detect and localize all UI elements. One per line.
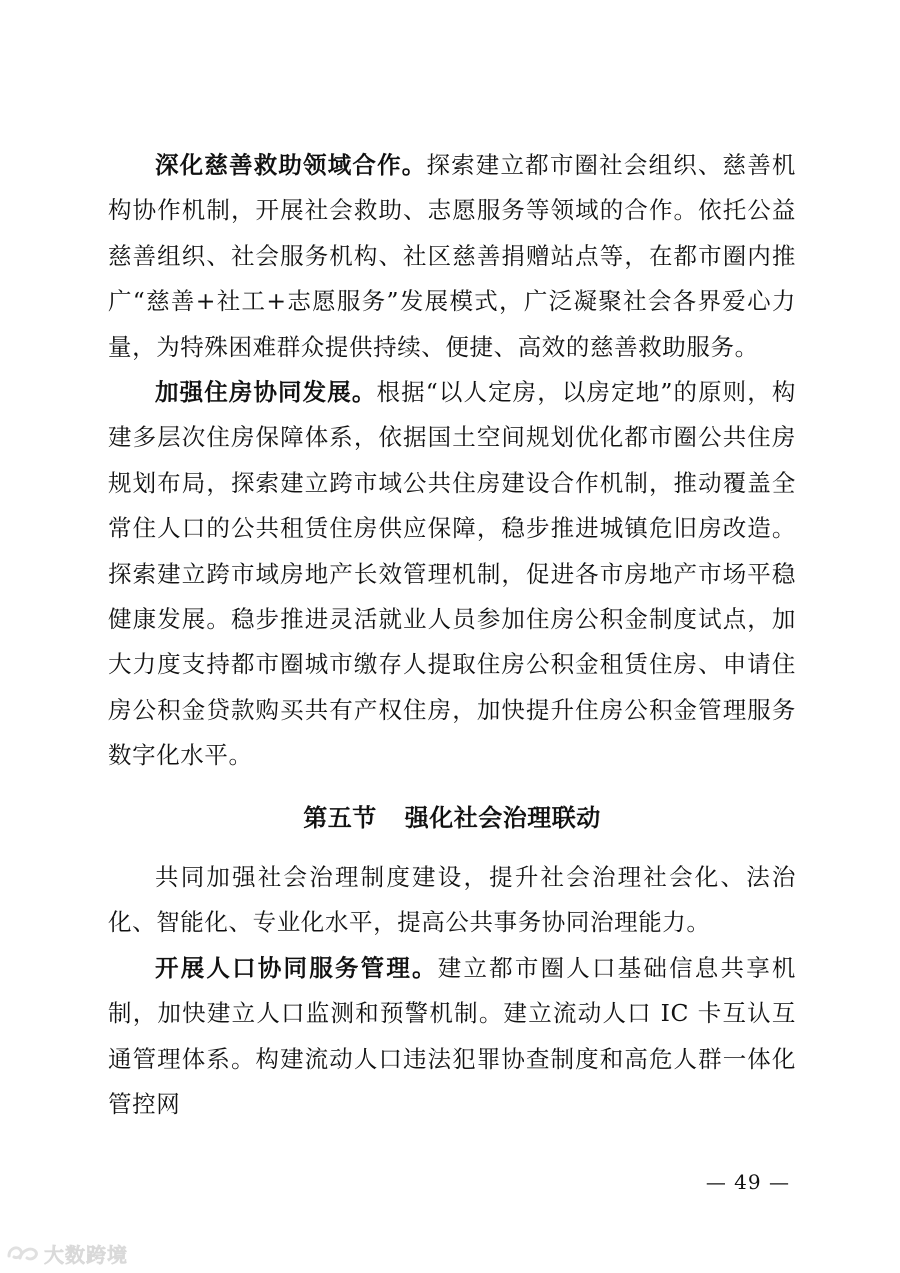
paragraph-heading: 加强住房协同发展。 [155,378,377,406]
paragraph-body: 建立都市圈人口基础信息共享机制，加快建立人口监测和预警机制。建立流动人口 IC 卡互认互通管理体系。构建流动人口违法犯罪协查制度和高危人群一体化管控网 [108,954,796,1119]
paragraph-population-management [108,946,796,1128]
paragraph-heading: 深化慈善救助领域合作。 [155,151,427,179]
watermark [6,1238,128,1268]
paragraph-body: 根据“以人定房，以房定地”的原则，构建多层次住房保障体系，依据国土空间规划优化都市圈公共住房规划布局，探索建立跨市域公共住房建设合作机制，推动覆盖全常住人口的公共租赁住房供应保障，稳步推进城镇危旧房改造。探索建立跨市域房地产长效管理机制，促进各市房地产市场平稳健康发展。稳步推进灵活就业人员参加住房公积金制度试点，加大力度支持都市圈城市缴存人提取住房公积金租赁住房、申请住房公积金贷款购买共有产权住房，加快提升住房公积金管理服务数字化水平。 [108,378,797,770]
paragraph-heading: 开展人口协同服务管理。 [155,954,438,982]
paragraph-housing-coordination [108,370,796,779]
dashuo-logo-icon [6,1242,40,1264]
paragraph-section-intro [108,855,796,946]
page-number: — 49 — [705,1170,790,1194]
watermark-text: 大数跨境 [44,1242,128,1267]
section-title: 强化社会治理联动 [404,804,601,832]
section-number: 第五节 [303,804,377,832]
paragraph-body: 共同加强社会治理制度建设，提升社会治理社会化、法治化、智能化、专业化水平，提高公共事务协同治理能力。 [108,863,796,937]
paragraph-charity-cooperation [108,143,796,370]
section-heading [108,796,796,841]
paragraph-body: 探索建立都市圈社会组织、慈善机构协作机制，开展社会救助、志愿服务等领域的合作。依托公益慈善组织、社会服务机构、社区慈善捐赠站点等，在都市圈内推广“慈善+社工+志愿服务”发展模式，广泛凝聚社会各界爱心力量，为特殊困难群众提供持续、便捷、高效的慈善救助服务。 [108,151,796,361]
